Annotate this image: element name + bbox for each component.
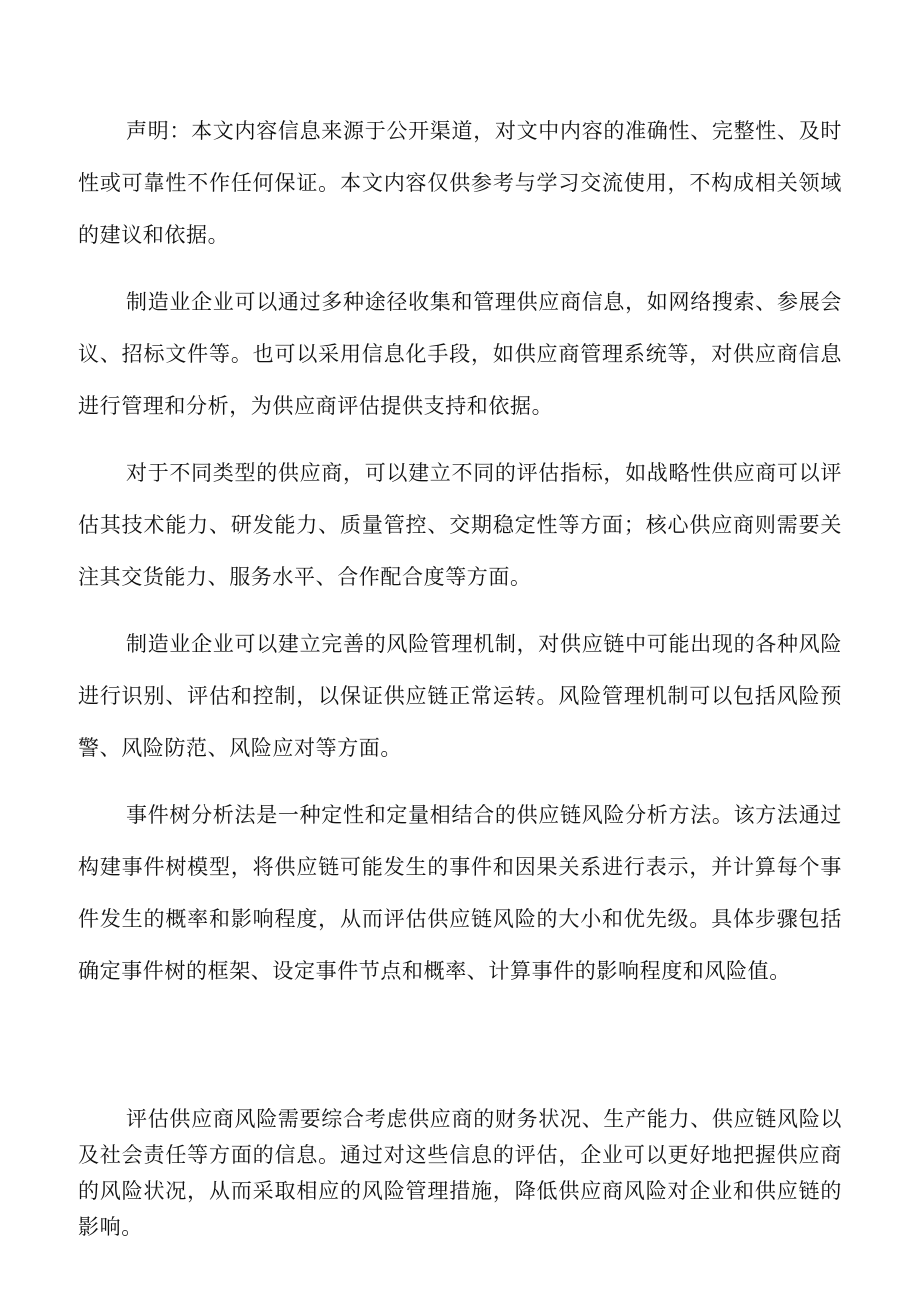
body-paragraph: 事件树分析法是一种定性和定量相结合的供应链风险分析方法。该方法通过构建事件树模型，将供应链可能发生的事件和因果关系进行表示，并计算每个事件发生的概率和影响程度，从而评估供应链风险的大小和优先级。具体步骤包括确定事件树的框架、设定事件节点和概率、计算事件的影响程度和风险值。 — [78, 803, 842, 983]
body-paragraph: 制造业企业可以建立完善的风险管理机制，对供应链中可能出现的各种风险进行识别、评估和控制，以保证供应链正常运转。风险管理机制可以包括风险预警、风险防范、风险应对等方面。 — [78, 632, 842, 760]
body-paragraph: 对于不同类型的供应商，可以建立不同的评估指标，如战略性供应商可以评估其技术能力、研发能力、质量管控、交期稳定性等方面；核心供应商则需要关注其交货能力、服务水平、合作配合度等方面。 — [78, 461, 842, 589]
body-paragraph: 制造业企业可以通过多种途径收集和管理供应商信息，如网络搜索、参展会议、招标文件等。也可以采用信息化手段，如供应商管理系统等，对供应商信息进行管理和分析，为供应商评估提供支持和依据。 — [78, 290, 842, 418]
body-paragraph: 评估供应商风险需要综合考虑供应商的财务状况、生产能力、供应链风险以及社会责任等方面的信息。通过对这些信息的评估，企业可以更好地把握供应商的风险状况，从而采取相应的风险管理措施，降低供应商风险对企业和供应链的影响。 — [78, 1107, 842, 1239]
disclaimer-paragraph: 声明：本文内容信息来源于公开渠道，对文中内容的准确性、完整性、及时性或可靠性不作任何保证。本文内容仅供参考与学习交流使用，不构成相关领域的建议和依据。 — [78, 119, 842, 247]
